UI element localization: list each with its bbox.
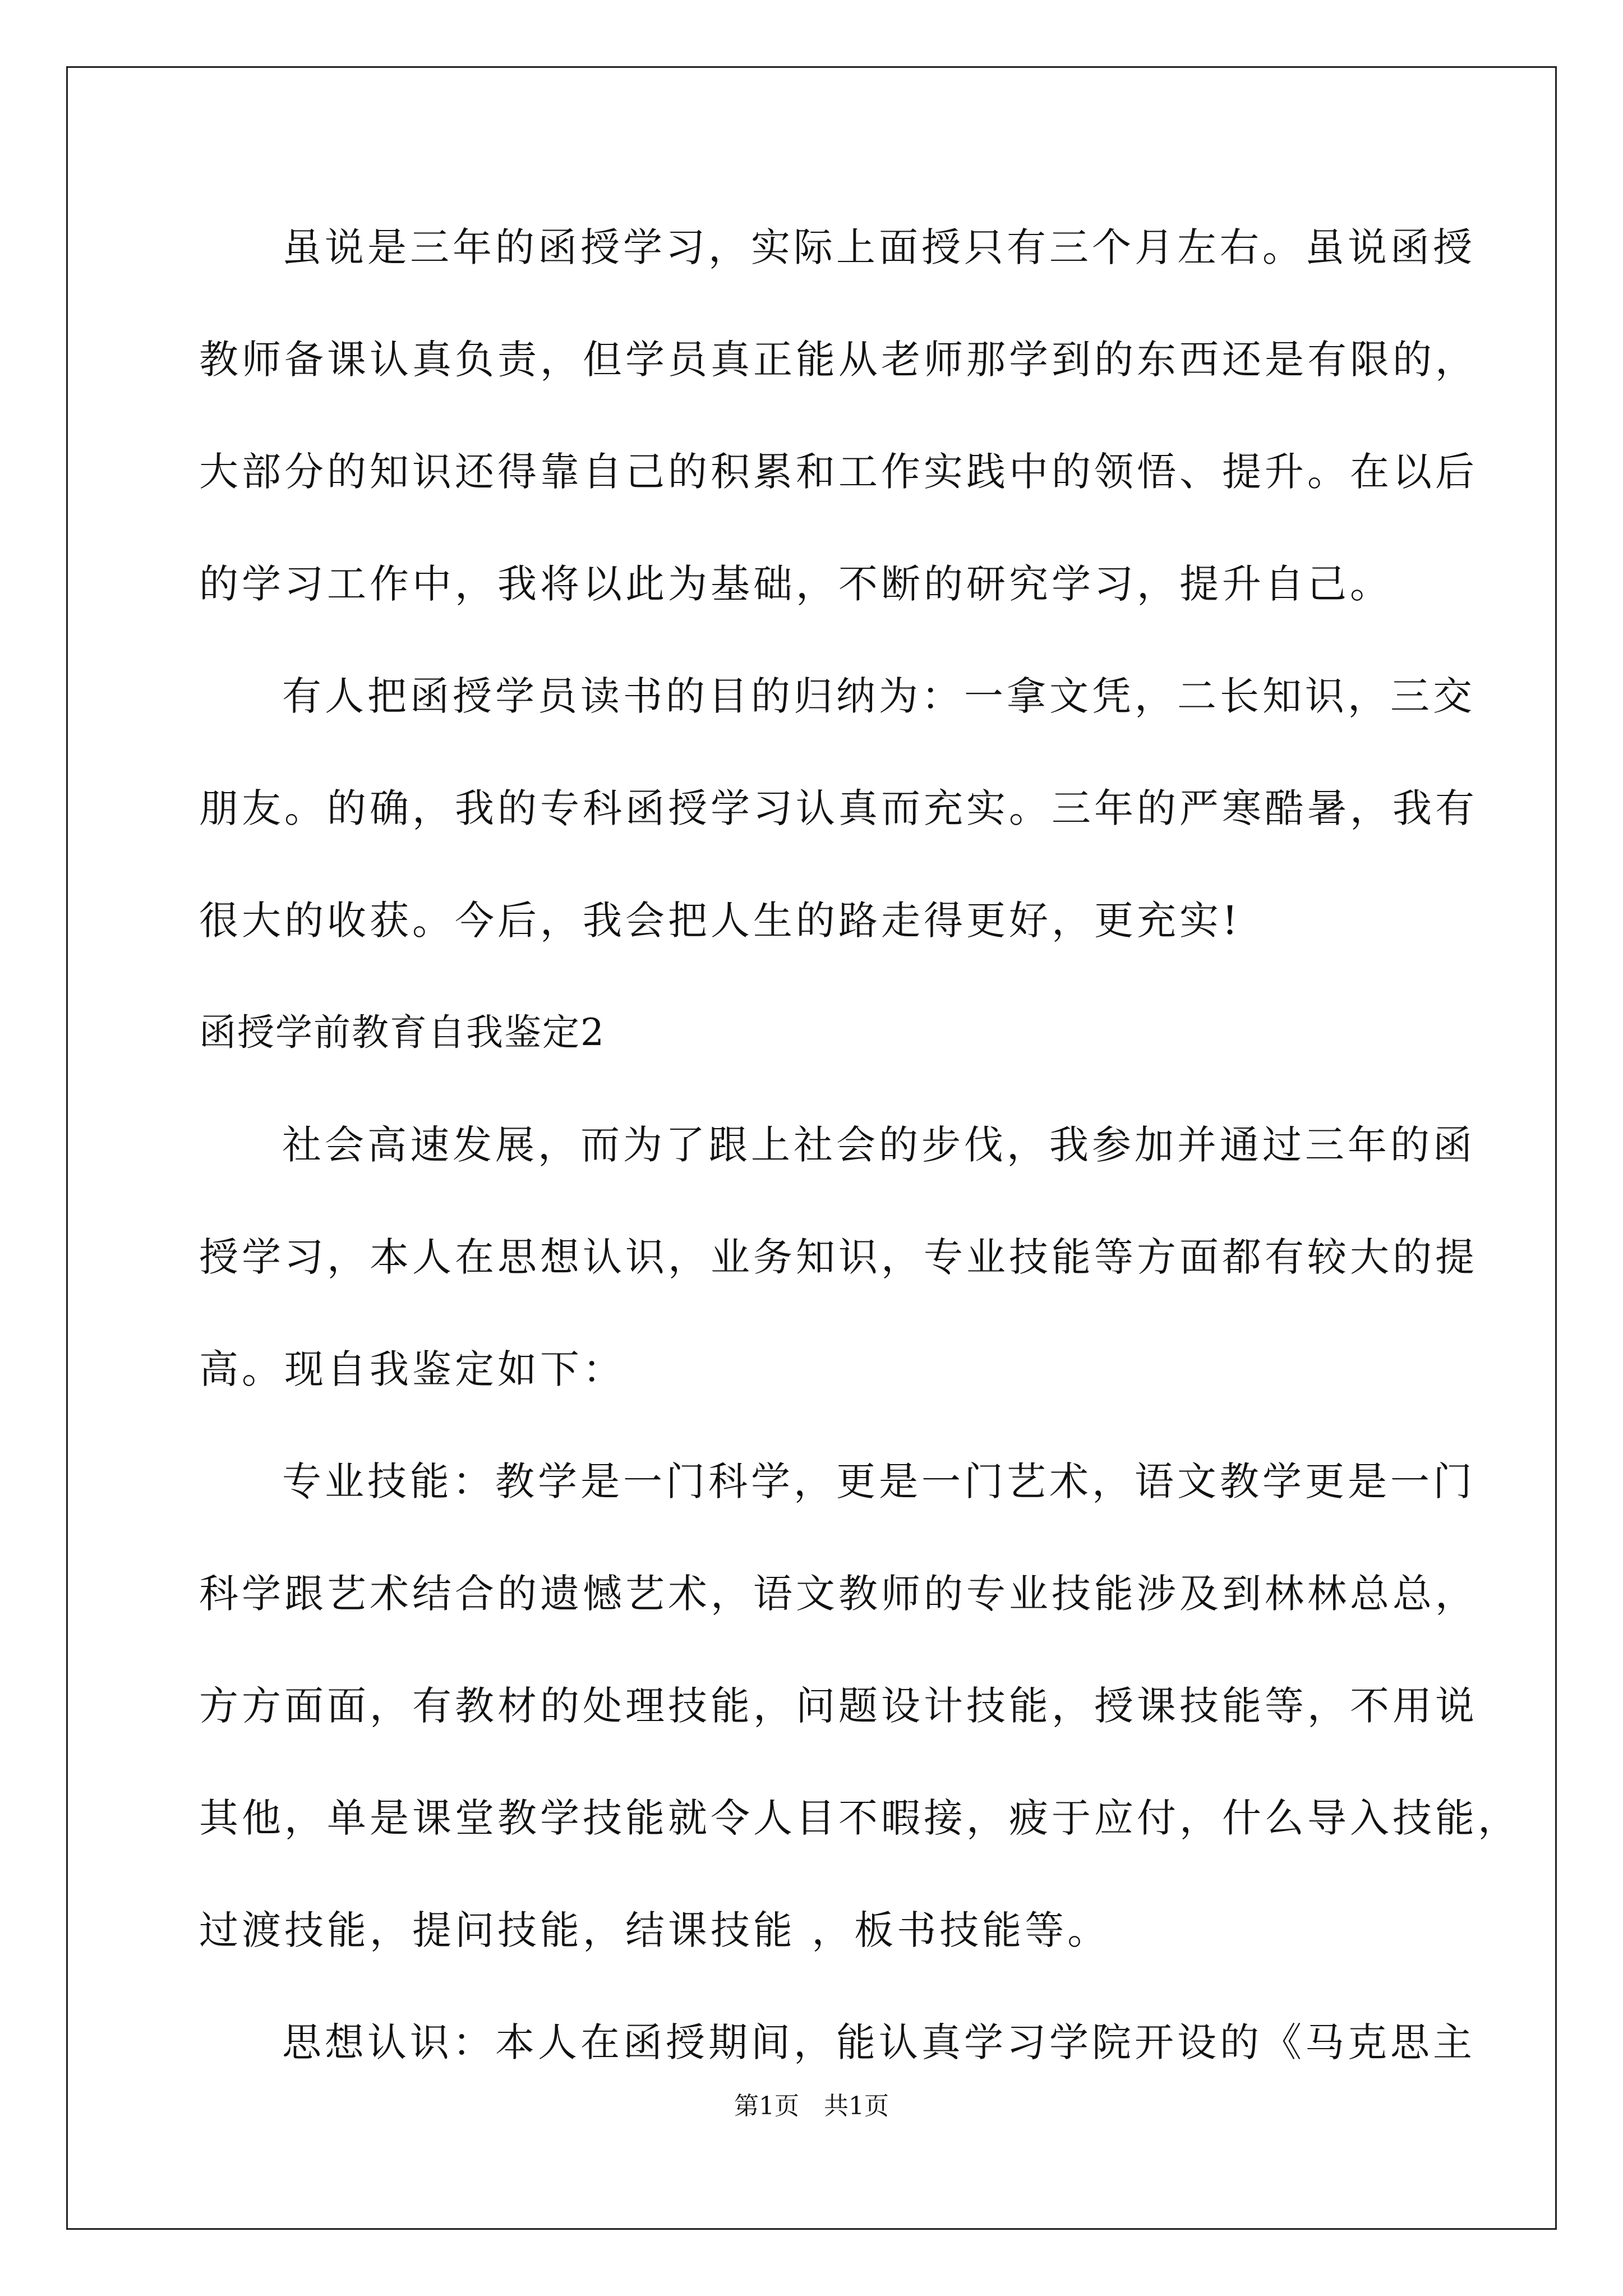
text-line: 朋友。的确，我的专科函授学习认真而充实。三年的严寒酷暑，我有	[199, 785, 1478, 831]
text-line: 的学习工作中，我将以此为基础，不断的研究学习，提升自己。	[199, 561, 1393, 607]
page-number-footer: 第1页 共1页	[734, 2092, 889, 2120]
text-line: 思想认识：本人在函授期间，能认真学习学院开设的《马克思主	[282, 2019, 1476, 2065]
text-line: 很大的收获。今后，我会把人生的路走得更好，更充实!	[199, 898, 1242, 944]
section-heading: 函授学前教育自我鉴定2	[199, 1011, 605, 1054]
paragraph	[199, 1450, 1520, 2011]
text-line: 授学习，本人在思想认识，业务知识，专业技能等方面都有较大的提	[199, 1234, 1478, 1280]
paragraph	[199, 1114, 1478, 1450]
paragraph	[199, 216, 1478, 665]
text-line: 专业技能：教学是一门科学，更是一门艺术，语文教学更是一门	[282, 1458, 1476, 1504]
paragraph	[199, 665, 1478, 1001]
text-line: 方方面面，有教材的处理技能，问题设计技能，授课技能等，不用说	[199, 1683, 1478, 1729]
text-line: 科学跟艺术结合的遗憾艺术，语文教师的专业技能涉及到林林总总，	[199, 1571, 1478, 1617]
text-line: 过渡技能，提问技能，结课技能 ，板书技能等。	[199, 1907, 1110, 1953]
text-line: 高。现自我鉴定如下：	[199, 1346, 625, 1392]
text-line: 其他，单是课堂教学技能就令人目不暇接，疲于应付，什么导入技能，	[199, 1795, 1520, 1841]
text-line: 社会高速发展，而为了跟上社会的步伐，我参加并通过三年的函	[282, 1122, 1476, 1168]
text-line: 虽说是三年的函授学习，实际上面授只有三个月左右。虽说函授	[282, 224, 1476, 270]
text-line: 教师备课认真负责，但学员真正能从老师那学到的东西还是有限的，	[199, 337, 1478, 383]
document-body	[199, 216, 1520, 2123]
text-line: 有人把函授学员读书的目的归纳为：一拿文凭，二长知识，三交	[282, 673, 1476, 719]
text-line: 大部分的知识还得靠自己的积累和工作实践中的领悟、提升。在以后	[199, 449, 1478, 495]
